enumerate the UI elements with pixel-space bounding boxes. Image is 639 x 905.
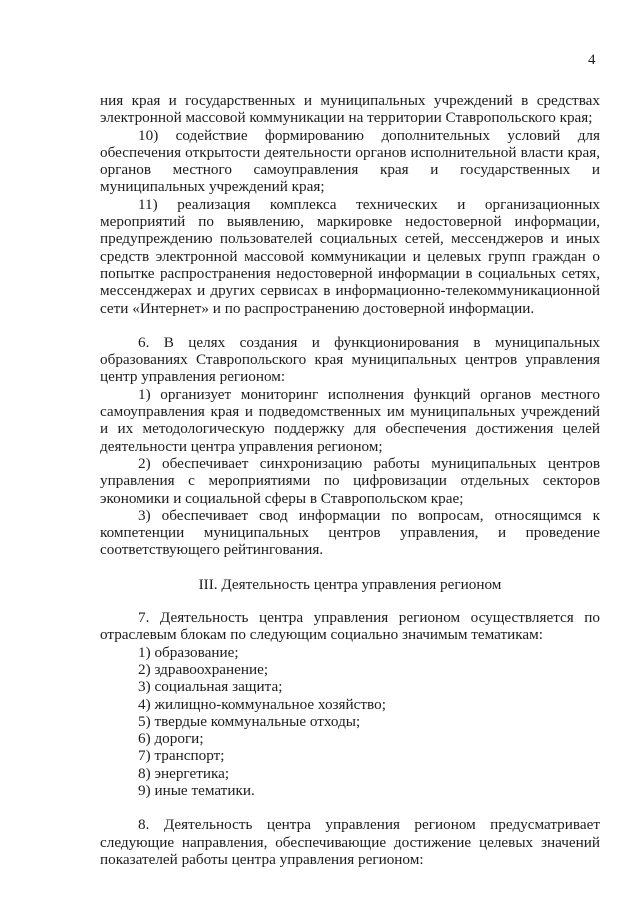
topic-list-item: 5) твердые коммунальные отходы; [138,712,361,730]
paragraph-section-6-item-2: 2) обеспечивает синхронизацию работы муниципальных центров управления с мероприятиями по цифровизации отдельных секторов экономики и социальной сферы в Ставропольском крае; [100,454,600,507]
page-number: 4 [588,52,596,68]
topic-list-item: 6) дороги; [138,730,204,748]
topic-list-item: 7) транспорт; [138,747,225,765]
topic-list-item: 2) здравоохранение; [138,660,269,678]
topic-list-item: 9) иные тематики. [138,781,255,799]
paragraph-section-6-item-1: 1) организует мониторинг исполнения функций органов местного самоуправления края и подведомственных им муниципальных учреждений и их методологическую поддержку для обеспечения достижения целей деятельности центра управления регионом; [100,385,600,455]
paragraph-item-11: 11) реализация комплекса технических и организационных мероприятий по выявлению, маркировке недостоверной информации, предупреждению пользователей социальных сетей, мессенджеров и иных средств электронной массовой коммуникации и целевых групп граждан о попытке распространения недостоверной информации в социальных сетях, мессенджерах и других сервисах в информационно-телекоммуникационной сети «Интернет» и по распространению достоверной информации. [100,195,600,317]
paragraph-section-6-item-3: 3) обеспечивает свод информации по вопросам, относящимся к компетенции муниципальных центров управления, и проведение соответствующего рейтингования. [100,506,600,559]
paragraph-continuation: ния края и государственных и муниципальных учреждений в средствах электронной массовой коммуникации на территории Ставропольского края; [100,92,600,127]
paragraph-item-10: 10) содействие формированию дополнительных условий для обеспечения открытости деятельности органов исполнительной власти края, органов местного самоуправления края и государственных и муниципальных учреждений края; [100,126,600,196]
paragraph-section-7: 7. Деятельность центра управления регионом осуществляется по отраслевым блокам по следующим социально значимым тематикам: [100,609,600,644]
topic-list-item: 1) образование; [138,643,239,661]
paragraph-section-8: 8. Деятельность центра управления регионом предусматривает следующие направления, обеспечивающие достижение целевых значений показателей работы центра управления регионом: [100,816,600,868]
topic-list-item: 3) социальная защита; [138,678,283,696]
section-heading: III. Деятельность центра управления регионом [198,575,502,593]
paragraph-section-6: 6. В целях создания и функционирования в муниципальных образованиях Ставропольского края муниципальных центров управления центр управления регионом: [100,333,600,386]
topic-list-item: 8) энергетика; [138,764,230,782]
document-body [100,92,600,868]
topic-list-item: 4) жилищно-коммунальное хозяйство; [138,695,386,713]
